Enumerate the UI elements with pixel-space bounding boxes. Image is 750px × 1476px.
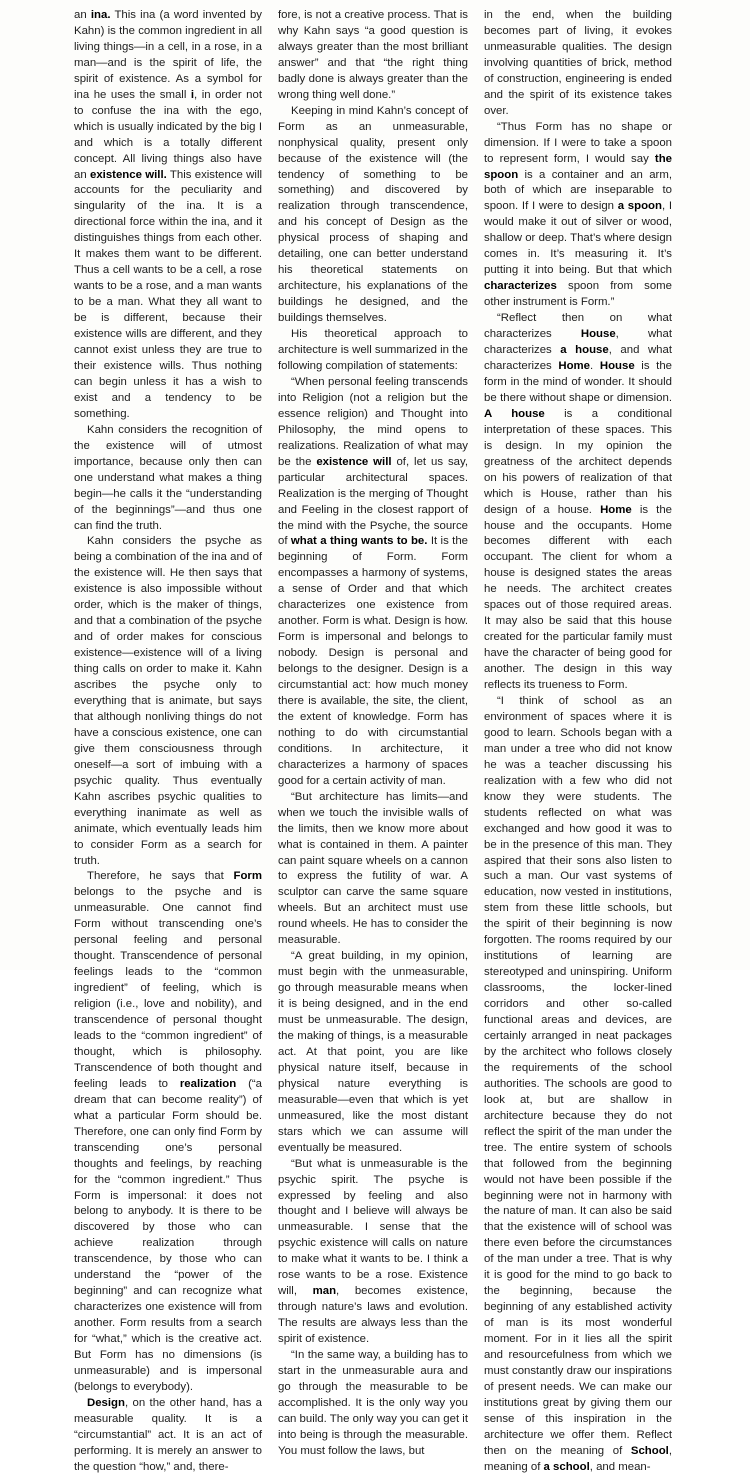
paragraph: “But what is unmeasurable is the psychic spirit. The psyche is expressed by feeling and also thought and I believe will always be unmeasurable. I sense that the psychic existence will calls on nature to make what it wants to be. I think a rose wants to be a rose. Existence will, man, becomes existence, through nature’s laws and evolution. The results are always less than the spirit of existence.	[278, 1157, 468, 1346]
paragraph: “Reflect then on what characterizes House, what characterizes a house, and what characterizes Home. House is the form in the mind of wonder. It should be there without shape or dimension. A house is a conditional interpretation of these spaces. This is design. In my opinion the greatness of the architect depends on his powers of realization of that which is House, rather than his design of a house. Home is the house and the occupants. Home becomes different with each occupant. The client for whom a house is designed states the areas he needs. The architect creates spaces out of those required areas. It may also be said that this house created for the particular family must have the character of being good for another. The design in this way reflects its trueness to Form.	[484, 312, 673, 692]
paragraph: Therefore, he says that Form belongs to the psyche and is unmeasurable. One cannot find Form without transcending one’s personal feeling and personal thought. Transcendence of personal feelings leads to the “common ingredient” of feeling, which is religion (i.e., love and nobility), and transcendence of personal thought leads to the “common ingredient” of thought, which is philosophy. Transcendence of both thought and feeling leads to realization (“a dream that can become reality”) of what a particular Form should be. Therefore, one can only find Form by transcending one’s personal thoughts and feelings, by reaching for the “common ingredient.” Thus Form is impersonal: it does not belong to anybody. It is there to be discovered by those who can achieve realization through transcendence, by those who can understand the “power of the beginning” and can recognize what characterizes one existence will from another. Form results from a search for “what,” which is the creative act. But Form has no dimensions (is unmeasurable) and is impersonal (belongs to everybody).	[74, 870, 262, 1393]
paragraph: His theoretical approach to architecture is well summarized in the following compilation of statements:	[278, 328, 468, 372]
paragraph: “I think of school as an environment of spaces where it is good to learn. Schools began with a man under a tree who did not know he was a teacher discussing his realization with a few who did not know they were students. The students reflected on what was exchanged and how good it was to be in the presence of this man. They aspired that their sons also listen to such a man. Our vast systems of education, now vested in institutions, stem from these little schools, but the spirit of their beginning is now forgotten. The rooms required by our institutions of learning are stereotyped and uninspiring. Uniform classrooms, the locker-lined corridors and other so-called functional areas and devices, are certainly arranged in neat packages by the architect who follows closely the requirements of the school authorities. The schools are good to look at, but are shallow in architecture because they do not reflect the spirit of the man under the tree. The entire system of schools that followed from the beginning would not have been possible if the beginning were not in harmony with the nature of man. It can also be said that the existence will of school was there even before the circumstances of the man under a tree. That is why it is good for the mind to go back to the beginning, because the beginning of any established activity of man is its most wonderful moment. For in it lies all the spirit and resourcefulness from which we must constantly draw our inspirations of present needs. We can make our institutions great by giving them our sense of this inspiration in the architecture we offer them. Reflect then on the meaning of School, meaning of a school, and mean-	[484, 694, 672, 1473]
paragraph: in the end, when the building becomes part of living, it evokes unmeasurable qualities. The design involving quantities of brick, method of construction, engineering is ended and the spirit of its existence takes over.	[484, 9, 672, 117]
paragraph: Kahn considers the psyche as being a combination of the ina and of the existence will. He then says that existence is also impossible without order, which is the maker of things, and that a combination of the psyche and of order makes for conscious existence—existence will of a living thing calls on order to make it. Kahn ascribes the psyche only to everything that is animate, but says that although nonliving things do not have a conscious existence, one can give them consciousness through oneself—a sort of imbuing with a psychic quality. Thus eventually Kahn ascribes psychic qualities to everything inanimate as well as animate, which eventually leads him to consider Form as a search for truth.	[74, 535, 262, 867]
text-column-middle	[278, 8, 468, 1460]
paragraph: “A great building, in my opinion, must begin with the unmeasurable, go through measurable means when it is being designed, and in the end must be unmeasurable. The design, the making of things, is a measurable act. At that point, you are like physical nature itself, because in physical nature everything is measurable—even that which is yet unmeasured, like the most distant stars which we can assume will eventually be measured.	[278, 950, 468, 1154]
paragraph: “In the same way, a building has to start in the unmeasurable aura and go through the measurable to be accomplished. It is the only way you can build. The only way you can get it into being is through the measurable. You must follow the laws, but	[278, 1349, 468, 1457]
paragraph: fore, is not a creative process. That is why Kahn says “a good question is always greater than the most brilliant answer” and that “the right thing badly done is always greater than the wrong thing well done.”	[278, 9, 468, 101]
paragraph: Kahn considers the recognition of the existence will of utmost importance, because only then can one understand what makes a thing begin—he calls it the “understanding of the beginnings”—and thus one can find the truth.	[74, 423, 262, 532]
paragraph: Keeping in mind Kahn’s concept of Form as an unmeasurable, nonphysical quality, present only because of the existence will (the tendency of something to be something) and discovered by realization through transcendence, and his concept of Design as the physical process of shaping and detailing, one can better understand his theoretical statements on architecture, his explanations of the buildings he designed, and the buildings themselves.	[278, 104, 468, 325]
paragraph: “When personal feeling transcends into Religion (not a religion but the essence religion) and Thought into Philosophy, the mind opens to realizations. Realization of what may be the existence will of, let us say, particular architectural spaces. Realization is the merging of Thought and Feeling in the closest rapport of the mind with the Psyche, the source of what a thing wants to be. It is the beginning of Form. Form encompasses a harmony of systems, a sense of Order and that which characterizes one existence from another. Form is what. Design is how. Form is impersonal and belongs to nobody. Design is personal and belongs to the designer. Design is a circumstantial act: how much money there is available, the site, the client, the extent of knowledge. Form has nothing to do with circumstantial conditions. In architecture, it characterizes a harmony of spaces good for a certain activity of man.	[278, 375, 468, 787]
paragraph: Design, on the other hand, has a measurable quality. It is a “circumstantial” act. It is an act of performing. It is merely an answer to the question “how,” and, there-	[74, 1396, 262, 1473]
paragraph: an ina. This ina (a word invented by Kahn) is the common ingredient in all living things—in a cell, in a rose, in a man—and is the spirit of life, the spirit of existence. As a symbol for ina he uses the small i, in order not to confuse the ina with the ego, which is usually indicated by the big I and which is a totally different concept. All living things also have an existence will. This existence will accounts for the peculiarity and singularity of the ina. It is a directional force within the ina, and it distinguishes things from each other. It makes them want to be different. Thus a cell wants to be a cell, a rose wants to be a rose, and a man wants to be a man. What they all want to be is different, because their existence wills are different, and they cannot exist unless they are true to their existence wills. Thus nothing can begin unless it has a wish to exist and a tendency to be something.	[74, 9, 263, 420]
text-column-left	[74, 8, 262, 1476]
paragraph: “Thus Form has no shape or dimension. If I were to take a spoon to represent form, I would say the spoon is a container and an arm, both of which are inseparable to spoon. If I were to design a spoon, I would make it out of silver or wood, shallow or deep. That’s where design comes in. It’s measuring it. It’s putting it into being. But that which characterizes spoon from some other instrument is Form.”	[484, 120, 672, 309]
text-column-right	[484, 8, 672, 1476]
paragraph: “But architecture has limits—and when we touch the invisible walls of the limits, then we know more about what is contained in them. A painter can paint square wheels on a cannon to express the futility of war. A sculptor can carve the same square wheels. But an architect must use round wheels. He has to consider the measurable.	[278, 790, 468, 947]
